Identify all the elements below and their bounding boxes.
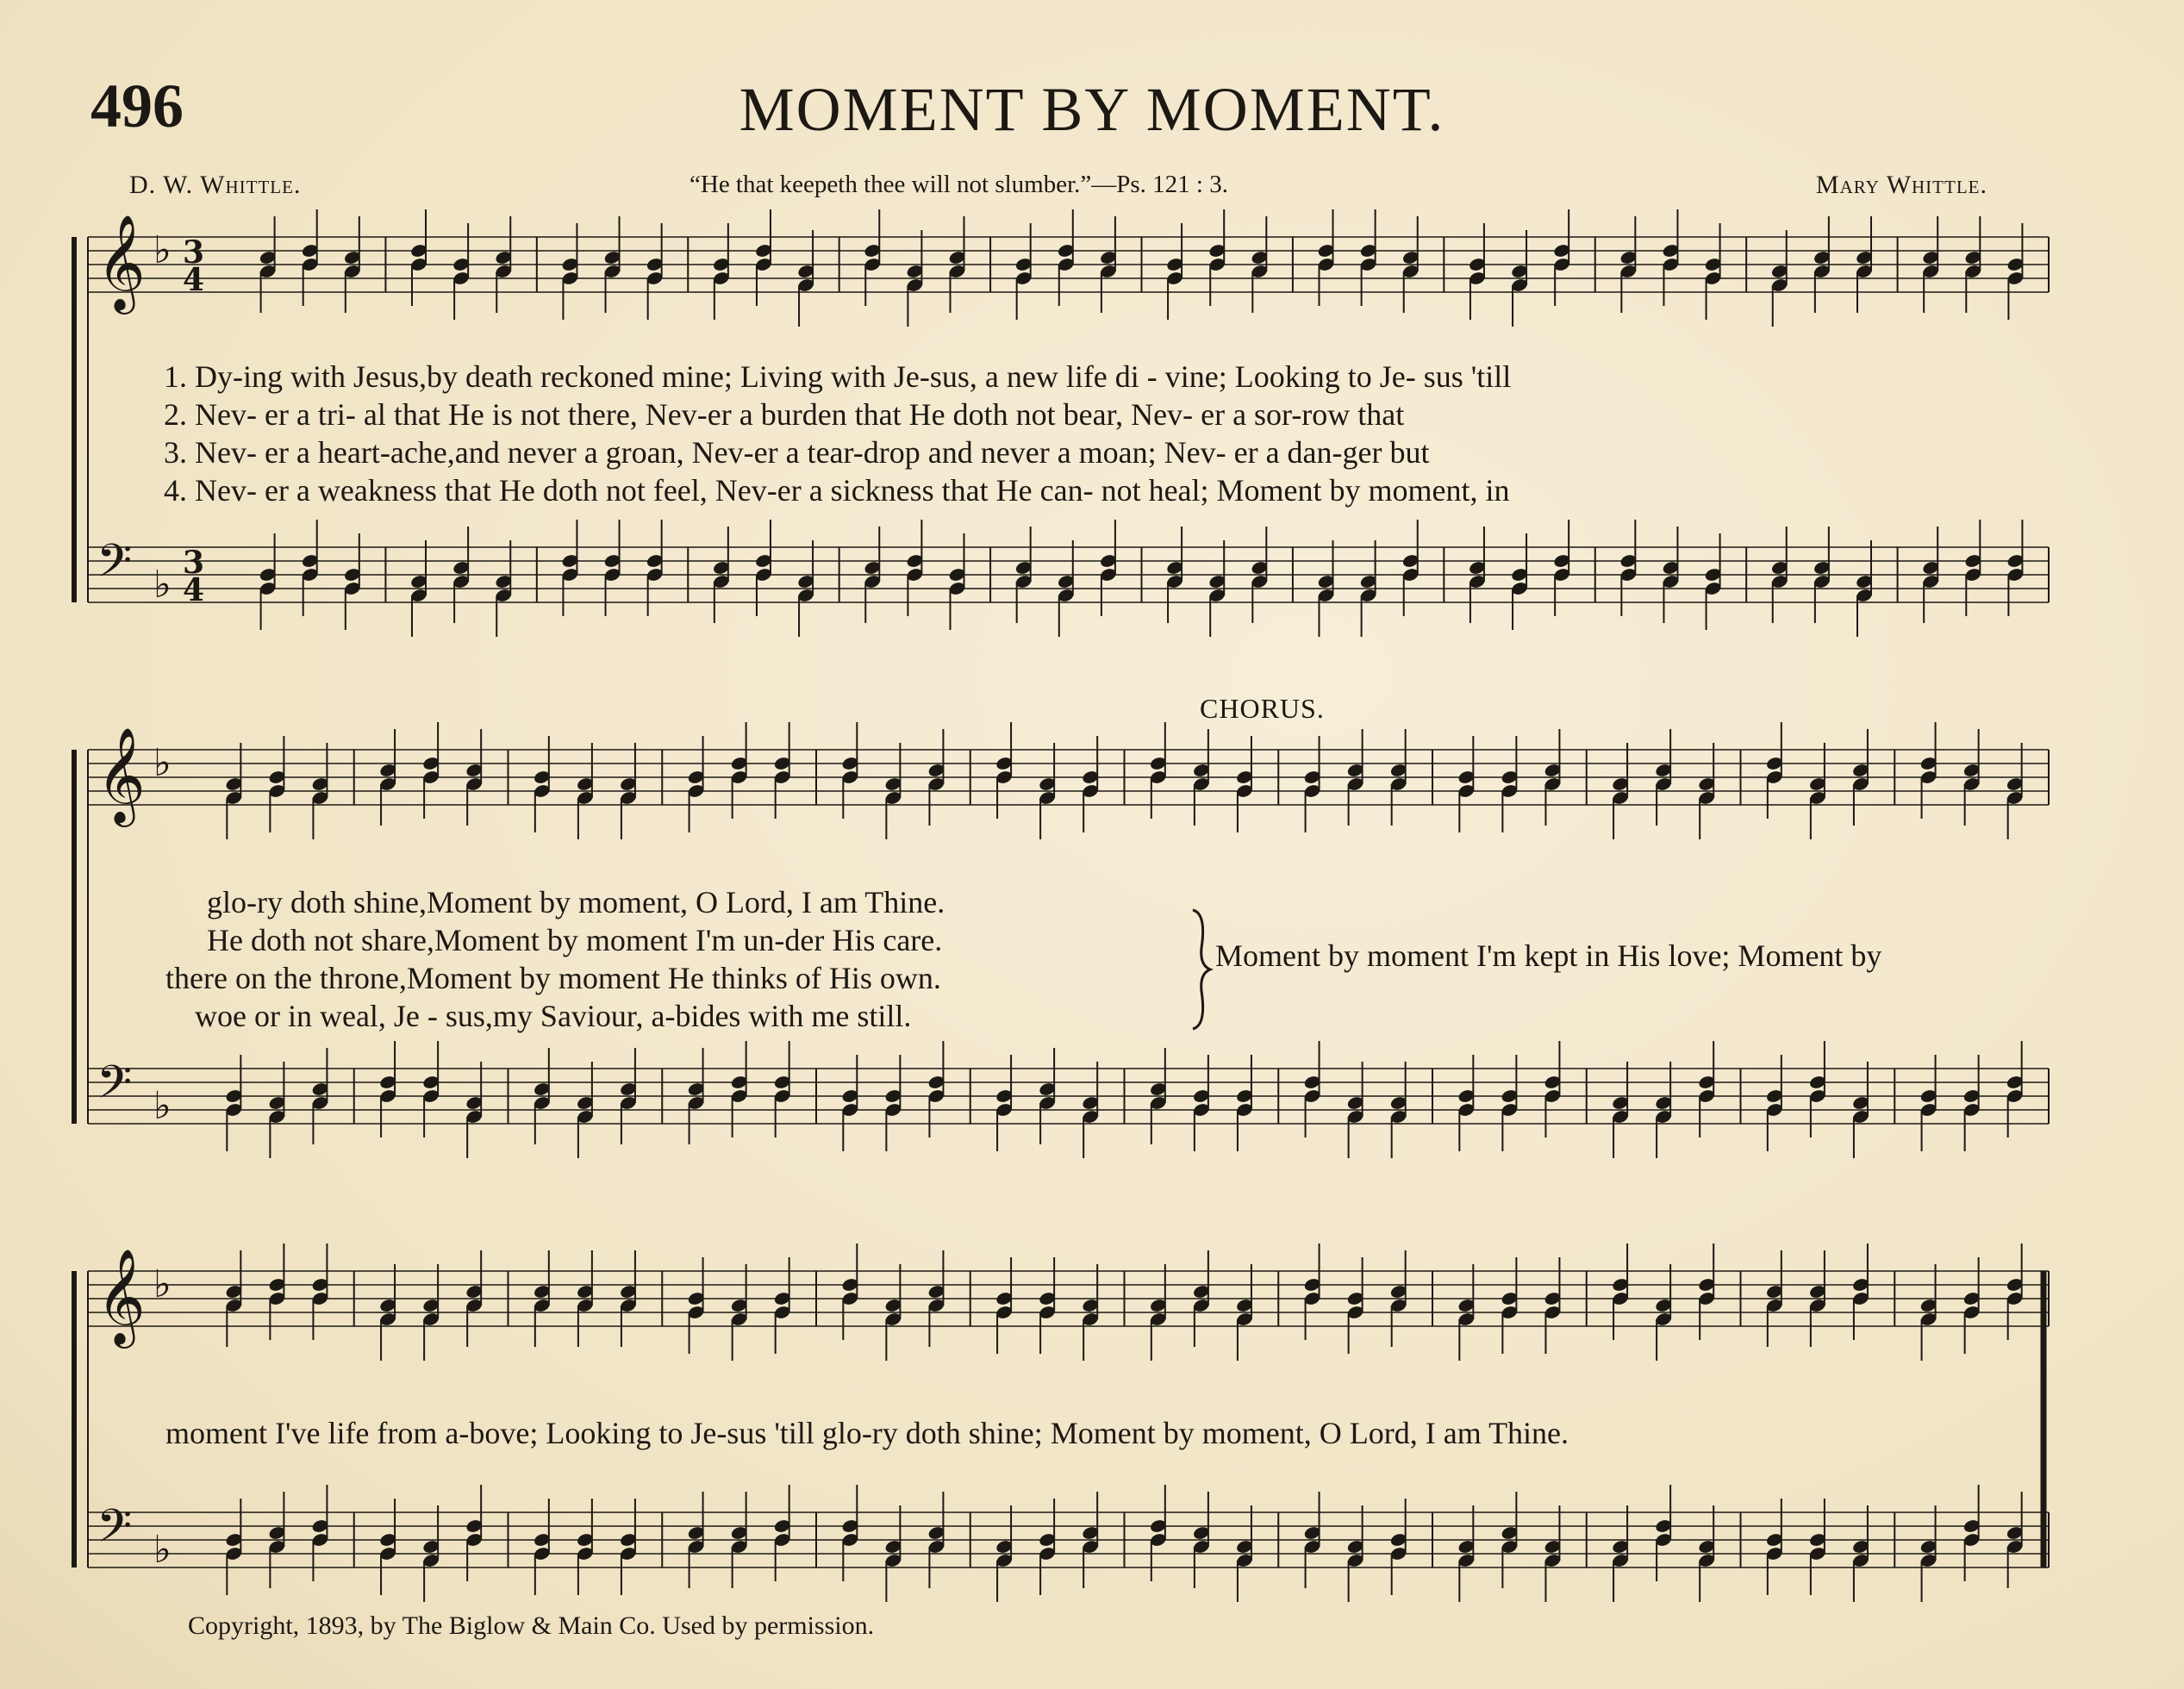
svg-text:3: 3 [183,234,205,271]
chorus-line-1: Moment by moment I'm kept in His love; Moment by [1215,938,1882,973]
svg-text:♭: ♭ [153,563,172,607]
svg-text:𝄢: 𝄢 [97,1500,133,1564]
verse-1-line-b: glo-ry doth shine,Moment by moment, O Lord, I am Thine. [207,885,945,919]
svg-text:4: 4 [183,572,205,608]
svg-text:3: 3 [183,545,205,581]
verse-3-line-a: 3. Nev- er a heart-ache,and never a groan, Nev-er a tear-drop and never a moan; Nev- er a dan-ger but [164,435,1430,470]
svg-text:♭: ♭ [153,1262,172,1306]
verse-4-line-b: woe or in weal, Je - sus,my Saviour, a-bides with me still. [195,999,912,1033]
svg-text:♭: ♭ [153,741,172,785]
verse-2-line-b: He doth not share,Moment by moment I'm un-der His care. [207,923,943,957]
svg-text:𝄞: 𝄞 [97,726,146,823]
verse-1-line-a: 1. Dy-ing with Jesus,by death reckoned mine; Living with Je-sus, a new life di - vine; Looking to Je- sus 'till [164,359,1512,394]
svg-text:♭: ♭ [153,228,172,272]
svg-text:♭: ♭ [153,1528,172,1572]
scripture-reference: “He that keepeth thee will not slumber.”—Ps. 121 : 3. [690,171,1228,198]
svg-text:♭: ♭ [153,1084,172,1128]
chorus-label: CHORUS. [1200,693,1325,724]
verse-2-line-a: 2. Nev- er a tri- al that He is not there, Nev-er a burden that He doth not bear, Nev- er a sor-row that [164,397,1405,432]
author-credit: D. W. Whittle. [129,171,302,199]
svg-text:𝄢: 𝄢 [97,535,133,599]
verse-brace [1188,905,1214,1034]
copyright-notice: Copyright, 1893, by The Biglow & Main Co. Used by permission. [188,1611,875,1640]
chorus-line-2: moment I've life from a-bove; Looking to Je-sus 'till glo-ry doth shine; Moment by moment, O Lord, I am Thine. [165,1416,1569,1450]
svg-text:𝄢: 𝄢 [97,1056,133,1120]
hymn-number: 496 [90,72,184,140]
svg-text:𝄞: 𝄞 [97,1248,146,1344]
verse-4-line-a: 4. Nev- er a weakness that He doth not feel, Nev-er a sickness that He can- not heal; Moment by moment, in [164,473,1510,508]
verse-3-line-b: there on the throne,Moment by moment He thinks of His own. [165,961,941,995]
composer-credit: Mary Whittle. [1815,171,1987,199]
svg-text:4: 4 [183,262,205,298]
svg-text:𝄞: 𝄞 [97,214,146,310]
hymn-title: MOMENT BY MOMENT. [739,75,1445,144]
